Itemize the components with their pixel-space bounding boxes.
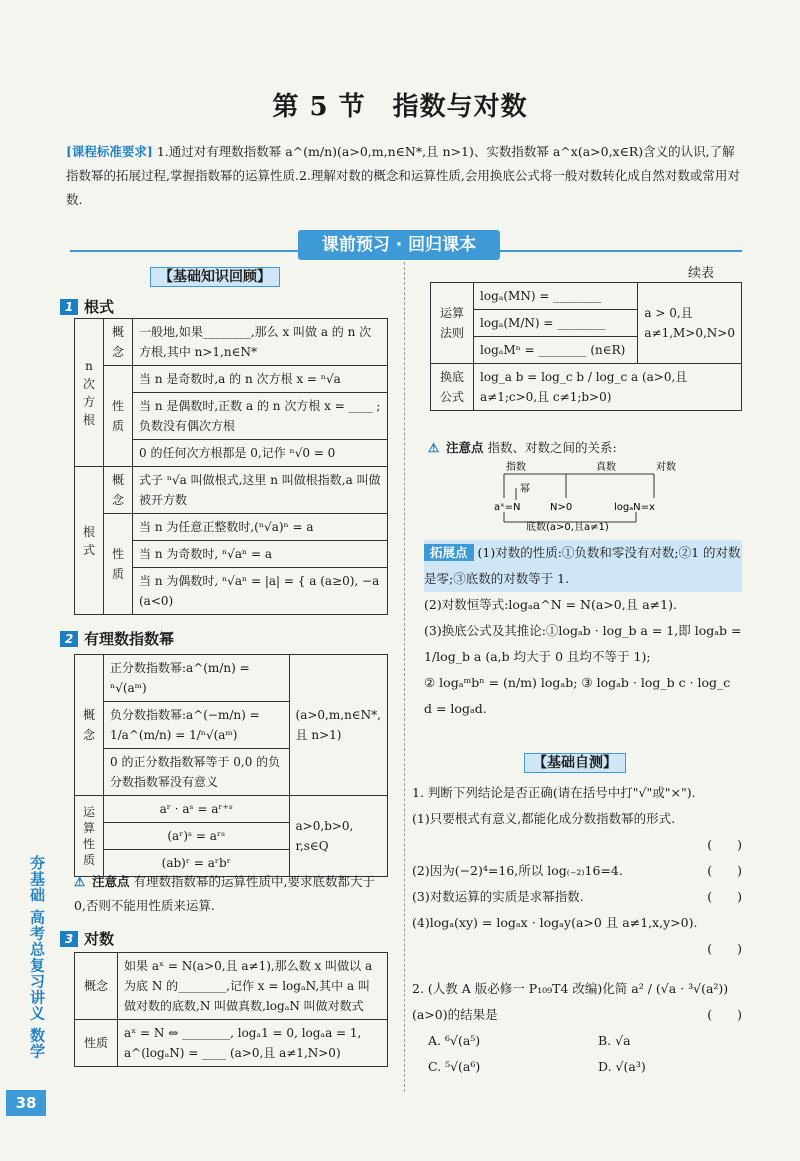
standard-tag: [课程标准要求]	[66, 144, 153, 159]
cell-property: 性质	[104, 366, 133, 467]
q1-c-paren: ( )	[707, 889, 742, 904]
cell-concept: 概念	[104, 319, 133, 366]
cell-concept: 概念	[75, 953, 118, 1020]
group-nth-root: n次方根	[75, 319, 104, 467]
left-subhead: 【基础知识回顾】	[150, 266, 280, 286]
cell-o1: logₐ(MN) = ________	[474, 283, 638, 310]
cell-ops: 运算性质	[75, 796, 104, 877]
cell-o2: (aʳ)ˢ = aʳˢ	[104, 823, 290, 850]
cell-r2: aˣ = N ⇔ ________, logₐ1 = 0, logₐa = 1, a^(logₐN) = ____ (a>0,且 a≠1,N>0)	[118, 1020, 388, 1067]
cell-o3: logₐMⁿ = ________ (n∈R)	[474, 337, 638, 364]
diag-eq-3: logₐN=x	[614, 502, 655, 513]
left-note	[74, 870, 390, 918]
q1-c: (3)对数运算的实质是求幂指数.	[412, 889, 584, 904]
diag-eq-4: 底数(a>0,且a≠1)	[526, 522, 609, 532]
sec-number: 2	[60, 631, 78, 647]
group-radical: 根式	[75, 467, 104, 615]
cell-r5: 式子 ⁿ√a 叫做根式,这里 n 叫做根指数,a 叫做被开方数	[133, 467, 388, 514]
cell-r7: 当 n 为奇数时, ⁿ√aⁿ = a	[133, 541, 388, 568]
extension-block	[424, 540, 742, 722]
sec-title: 有理数指数幂	[84, 630, 175, 648]
q1-stem: 1. 判断下列结论是否正确(请在括号中打"√"或"×").	[412, 785, 696, 800]
q1-a-paren: ( )	[707, 837, 742, 852]
diag-label-2: 真数	[596, 462, 616, 473]
question-1	[412, 780, 742, 962]
standard-text: 1.通过对有理数指数幂 a^(m/n)(a>0,m,n∈N*,且 n>1)、实数指数幂 a^x(a>0,x∈R)含义的认识,了解指数幂的拓展过程,掌握指数幂的运算性质.2.理解对数的概念和运算性质,会用换底公式将一般对数转化成自然对数或常用对数.	[66, 144, 740, 207]
cell-r1: 正分数指数幂:a^(m/n) = ⁿ√(aᵐ)	[104, 655, 290, 702]
cell-property-2: 性质	[104, 514, 133, 615]
ext-p3: (3)换底公式及其推论:①logₐb · log_b a = 1,即 logₐb = 1/log_b a (a,b 均大于 0 且均不等于 1);	[424, 623, 742, 664]
standard-requirements	[66, 140, 746, 212]
diag-label-3: 对数	[656, 462, 676, 473]
q2-paren: ( )	[707, 1007, 742, 1022]
q1-b: (2)因为(−2)⁴=16,所以 log₍₋₂₎16=4.	[412, 863, 623, 878]
warning-icon: ⚠	[74, 874, 86, 889]
q2-stem2: (a>0)的结果是	[412, 1007, 498, 1022]
cell-o1: aʳ · aˢ = aʳ⁺ˢ	[104, 796, 290, 823]
cell-r3: 0 的正分数指数幂等于 0,0 的负分数指数幂没有意义	[104, 749, 290, 796]
cell-property: 性质	[75, 1020, 118, 1067]
q1-a: (1)只要根式有意义,都能化成分数指数幂的形式.	[412, 811, 676, 826]
sec-title: 根式	[84, 298, 115, 316]
right-note	[428, 436, 742, 460]
page-number: 38	[6, 1090, 46, 1116]
q2-option-d: D. √(a³)	[598, 1059, 646, 1074]
note-text: 指数、对数之间的关系:	[487, 440, 617, 455]
cell-concept-2: 概念	[104, 467, 133, 514]
radical-table	[74, 318, 388, 615]
sec-title: 对数	[84, 930, 115, 948]
cell-cond1: (a>0,m,n∈N*,且 n>1)	[289, 655, 387, 796]
ext-p4: ② logₐᵐbⁿ = (n/m) logₐb; ③ logₐb · log_b c · log_c d = logₐd.	[424, 675, 731, 716]
cell-concept: 概念	[75, 655, 104, 796]
right-subhead: 【基础自测】	[524, 752, 626, 772]
column-divider	[404, 262, 405, 1092]
cell-r2: 负分数指数幂:a^(−m/n) = 1/a^(m/n) = 1/ⁿ√(aᵐ)	[104, 702, 290, 749]
cell-base: 换底公式	[431, 364, 474, 411]
rational-exp-table	[74, 654, 388, 877]
cell-r6: 当 n 为任意正整数时,(ⁿ√a)ⁿ = a	[133, 514, 388, 541]
note-label: 注意点	[91, 874, 130, 889]
diag-eq-1: aˣ=N	[494, 502, 521, 513]
q2-option-a: A. ⁶√(a⁵)	[428, 1033, 481, 1048]
cell-o2: logₐ(M/N) = ________	[474, 310, 638, 337]
diag-eq-2: N>0	[550, 502, 573, 513]
cell-r2: 当 n 是奇数时,a 的 n 次方根 x = ⁿ√a	[133, 366, 388, 393]
continued-label: 续表	[688, 266, 715, 281]
cell-r1: 如果 aˣ = N(a>0,且 a≠1),那么数 x 叫做以 a 为底 N 的________,记作 x = logₐN,其中 a 叫做对数的底数,N 叫做真数,logₐN 叫做对数式	[118, 953, 388, 1020]
diag-label-1: 指数	[506, 462, 526, 473]
note-text: 有理数指数幂的运算性质中,要求底数都大于 0,否则不能用性质来运算.	[74, 874, 375, 913]
ext-p1: (1)对数的性质:①负数和零没有对数;②1 的对数是零;③底数的对数等于 1.	[424, 545, 741, 586]
note-label: 注意点	[445, 440, 484, 455]
log-ops-table	[430, 282, 742, 411]
q1-d-paren: ( )	[707, 941, 742, 956]
warning-icon: ⚠	[428, 440, 440, 455]
section-banner: 课前预习 · 回归课本	[298, 230, 500, 260]
cell-r3: 当 n 是偶数时,正数 a 的 n 次方根 x = ____ ;负数没有偶次方根	[133, 393, 388, 440]
cell-o3: (ab)ʳ = aʳbʳ	[104, 850, 290, 877]
book-sidebar: 夯基础 高考总复习讲义 数学	[28, 855, 46, 1060]
cell-cond: a > 0,且 a≠1,M>0,N>0	[638, 283, 742, 364]
cell-b1: log_a b = log_c b / log_c a (a>0,且 a≠1;c>0,且 c≠1;b>0)	[474, 364, 742, 411]
q2-option-b: B. √a	[598, 1033, 631, 1048]
ext-label: 拓展点	[424, 544, 474, 561]
cell-r1: 一般地,如果________,那么 x 叫做 a 的 n 次方根,其中 n>1,n∈N*	[133, 319, 388, 366]
sec-radical	[60, 296, 114, 317]
cell-r8: 当 n 为偶数时, ⁿ√aⁿ = |a| = { a (a≥0), −a (a<0)	[133, 568, 388, 615]
q1-d: (4)logₐ(xy) = logₐx · logₐy(a>0 且 a≠1,x,y>0).	[412, 915, 698, 930]
sec-rational-exp	[60, 628, 174, 649]
q1-b-paren: ( )	[707, 863, 742, 878]
cell-ops: 运算法则	[431, 283, 474, 364]
cell-cond2: a>0,b>0, r,s∈Q	[289, 796, 387, 877]
cell-r4: 0 的任何次方根都是 0,记作 ⁿ√0 = 0	[133, 440, 388, 467]
q2-stem: 2. (人教 A 版必修一 P₁₀₉T4 改编)化简 a² / (√a · ³√(a²))	[412, 981, 729, 996]
sec-number: 1	[60, 299, 78, 315]
sec-log	[60, 928, 114, 949]
question-2	[412, 976, 742, 1080]
sec-number: 3	[60, 931, 78, 947]
ext-p2: (2)对数恒等式:logₐa^N = N(a>0,且 a≠1).	[424, 597, 677, 612]
diag-label-4: 幂	[520, 484, 530, 495]
log-table	[74, 952, 388, 1067]
page-title: 第 5 节 指数与对数	[272, 92, 528, 122]
q2-option-c: C. ⁵√(a⁶)	[428, 1059, 481, 1074]
exp-log-diagram	[486, 460, 686, 532]
